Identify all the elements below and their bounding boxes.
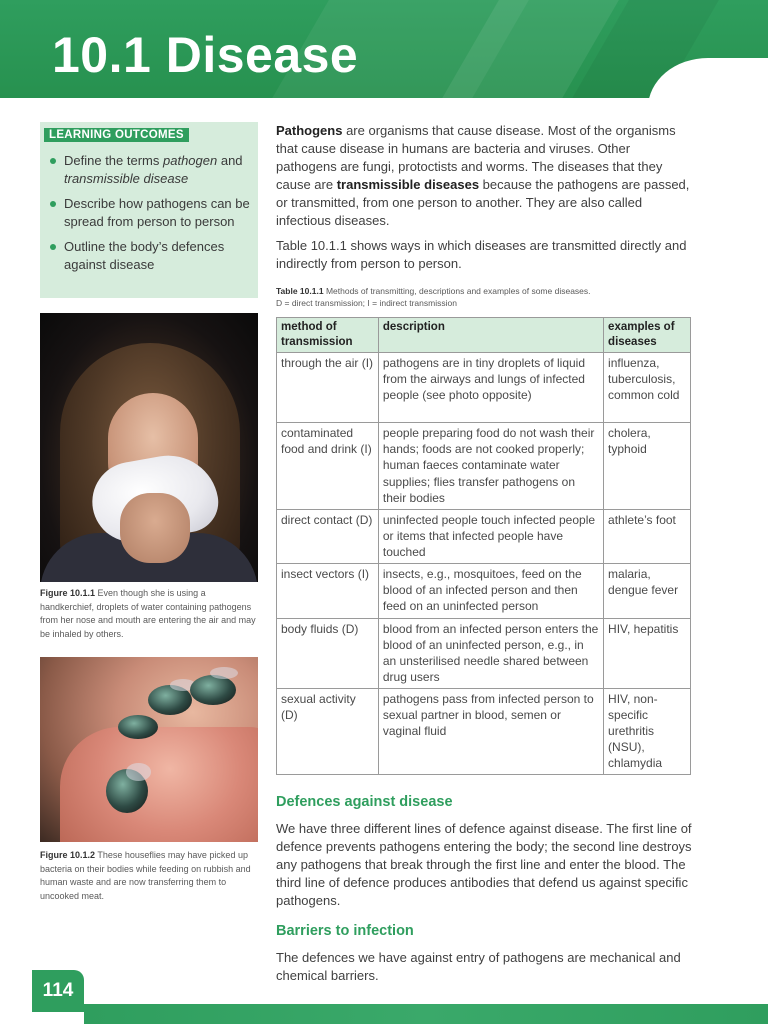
outcome-text: Outline the body’s defences against disease — [64, 239, 225, 272]
figure-label: Figure 10.1.2 — [40, 850, 96, 860]
table-cell: people preparing food do not wash their hands; foods are not cooked properly; human faeces contaminate water supplies; flies transfer pathogens on their bodies — [378, 423, 603, 510]
fly-shape — [190, 675, 236, 705]
table-row — [277, 510, 691, 564]
paragraph-text: because the pathogens are passed, or transmitted, from one person to another. They are also called infectious diseases. — [276, 177, 690, 228]
table-cell: pathogens are in tiny droplets of liquid from the airways and lungs of infected people (see photo opposite) — [378, 353, 603, 423]
fly-body — [118, 715, 158, 739]
page-number: 114 — [32, 970, 84, 1012]
table-cell: influenza, tuberculosis, common cold — [604, 353, 691, 423]
table-cell: through the air (I) — [277, 353, 379, 423]
table-caption — [276, 285, 692, 309]
table-row — [277, 423, 691, 510]
table-cell: insect vectors (I) — [277, 563, 379, 618]
learning-outcomes-list — [48, 152, 254, 281]
fly-wing — [126, 763, 151, 781]
fly-shape — [118, 715, 158, 739]
outcome-text: Define the terms — [64, 153, 163, 168]
figure-caption-text: Even though she is using a handkerchief, droplets of water containing pathogens from her nose and mouth are entering the air and may be inhaled by others. — [40, 588, 256, 639]
outcome-text: and — [217, 153, 243, 168]
chapter-header-banner — [0, 0, 768, 98]
fly-shape — [106, 769, 148, 813]
table-row — [277, 688, 691, 774]
table-cell: insects, e.g., mosquitoes, feed on the blood of an infected person and then feed on an uninfected person — [378, 563, 603, 618]
table-row — [277, 563, 691, 618]
learning-outcome-item — [48, 238, 254, 274]
paragraph-text: are organisms that cause disease. Most of the organisms that cause disease in humans are bacteria and viruses. Other pathogens are fungi, protoctists and worms. The diseases that they cause are — [276, 123, 676, 192]
table-cell: body fluids (D) — [277, 618, 379, 688]
learning-outcomes-heading: LEARNING OUTCOMES — [44, 128, 189, 142]
learning-outcome-item — [48, 195, 254, 231]
photo-girl-sneezing — [40, 313, 258, 582]
barriers-paragraph: The defences we have against entry of pathogens are mechanical and chemical barriers. — [276, 950, 681, 983]
table-header-row — [277, 318, 691, 353]
table-cell: uninfected people touch infected people or items that infected people have touched — [378, 510, 603, 564]
table-caption-text: Methods of transmitting, descriptions and examples of some diseases. — [323, 286, 591, 296]
fly-wing — [210, 667, 238, 679]
table-caption-key: D = direct transmission; I = indirect transmission — [276, 298, 457, 308]
photo-meat-shape — [60, 727, 258, 842]
bullet-icon — [50, 244, 56, 250]
table-row — [277, 353, 691, 423]
term-pathogen: pathogen — [163, 153, 218, 168]
learning-outcome-item — [48, 152, 254, 188]
table-cell: HIV, hepatitis — [604, 618, 691, 688]
learning-outcomes-box — [40, 122, 258, 298]
bullet-icon — [50, 158, 56, 164]
column-header: examples of diseases — [604, 318, 691, 353]
table-cell: cholera, typhoid — [604, 423, 691, 510]
section-heading-defences: Defences against disease — [276, 794, 453, 810]
figure-label: Figure 10.1.1 — [40, 588, 96, 598]
table-cell: athlete’s foot — [604, 510, 691, 564]
intro-paragraph — [276, 122, 692, 230]
photo-houseflies-on-meat — [40, 657, 258, 842]
table-row — [277, 618, 691, 688]
figure-caption — [40, 849, 258, 903]
table-cell: blood from an infected person enters the blood of an uninfected person, e.g., in an unsterilised needle shared between drug users — [378, 618, 603, 688]
defences-paragraph: We have three different lines of defence against disease. The first line of defence prevents pathogens entering the body; the second line destroys any pathogens that break through the first line and enter the blood. The third line of defence produces antibodies that defend us against specific pathogens. — [276, 821, 692, 908]
table-cell: HIV, non-specific urethritis (NSU), chlamydia — [604, 688, 691, 774]
footer-bar — [84, 1004, 768, 1024]
term-transmissible-disease: transmissible disease — [64, 171, 189, 186]
column-header: method of transmission — [277, 318, 379, 353]
section-heading-barriers: Barriers to infection — [276, 923, 414, 939]
table-label: Table 10.1.1 — [276, 286, 324, 296]
photo-hands-shape — [120, 493, 190, 563]
table-cell: malaria, dengue fever — [604, 563, 691, 618]
table-cell: contaminated food and drink (I) — [277, 423, 379, 510]
fly-body — [190, 675, 236, 705]
term-transmissible-diseases: transmissible diseases — [336, 177, 480, 192]
table-cell: sexual activity (D) — [277, 688, 379, 774]
column-header: description — [378, 318, 603, 353]
chapter-title: 10.1 Disease — [52, 27, 359, 83]
table-cell: direct contact (D) — [277, 510, 379, 564]
fly-shape — [148, 685, 192, 715]
transmission-table — [276, 317, 691, 775]
table-cell: pathogens pass from infected person to sexual partner in blood, semen or vaginal fluid — [378, 688, 603, 774]
bullet-icon — [50, 201, 56, 207]
term-pathogens: Pathogens — [276, 123, 343, 138]
figure-caption-text: These houseflies may have picked up bacteria on their bodies while feeding on rubbish and human waste and are now transferring them to uncooked meat. — [40, 850, 251, 901]
table-reference-paragraph: Table 10.1.1 shows ways in which diseases are transmitted directly and indirectly from person to person. — [276, 238, 687, 271]
figure-caption — [40, 587, 258, 641]
outcome-text: Describe how pathogens can be spread from person to person — [64, 196, 250, 229]
